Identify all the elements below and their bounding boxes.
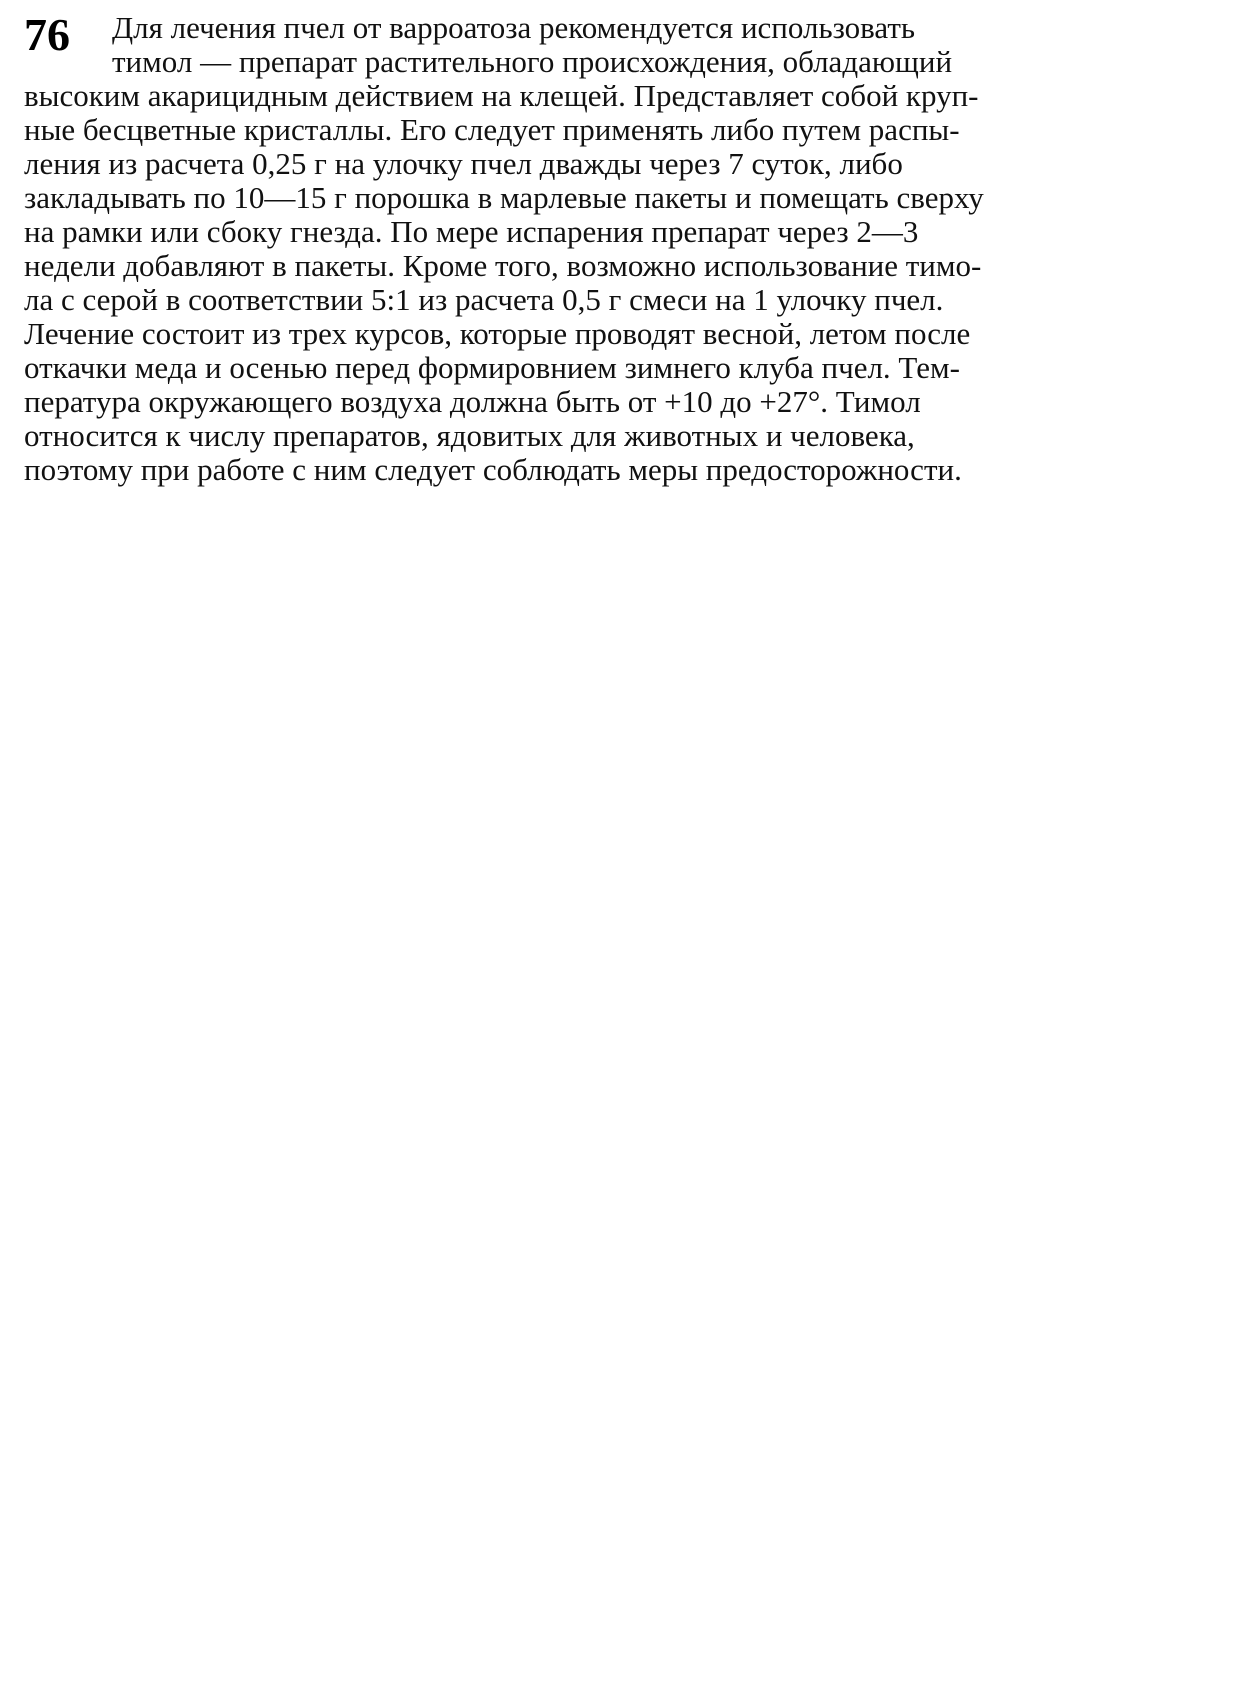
entry-number: 76: [24, 9, 70, 60]
text-line-2: тимол — препарат растительного происхождения, обладающий: [112, 44, 953, 79]
text-line-3: высоким акарицидным действием на клещей. Представляет собой круп-: [24, 78, 979, 113]
text-line-10: Лечение состоит из трех курсов, которые проводят весной, летом после: [24, 316, 971, 351]
text-line-4: ные бесцветные кристаллы. Его следует применять либо путем распы-: [24, 112, 960, 147]
text-line-12: пература окружающего воздуха должна быть от +10 до +27°. Тимол: [24, 384, 921, 419]
text-line-13: относится к числу препаратов, ядовитых для животных и человека,: [24, 418, 915, 453]
text-line-8: недели добавляют в пакеты. Кроме того, возможно использование тимо-: [24, 248, 982, 283]
text-line-6: закладывать по 10—15 г порошка в марлевые пакеты и помещать сверху: [24, 180, 984, 215]
text-line-9: ла с серой в соответствии 5:1 из расчета 0,5 г смеси на 1 улочку пчел.: [24, 282, 944, 317]
text-line-7: на рамки или сбоку гнезда. По мере испарения препарат через 2—3: [24, 214, 919, 249]
text-line-1: Для лечения пчел от варроатоза рекомендуется использовать: [112, 10, 916, 45]
text-line-14: поэтому при работе с ним следует соблюдать меры предосторожности.: [24, 452, 962, 487]
text-line-5: ления из расчета 0,25 г на улочку пчел дважды через 7 суток, либо: [24, 146, 903, 181]
text-line-11: откачки меда и осенью перед формировнием зимнего клуба пчел. Тем-: [24, 350, 960, 385]
